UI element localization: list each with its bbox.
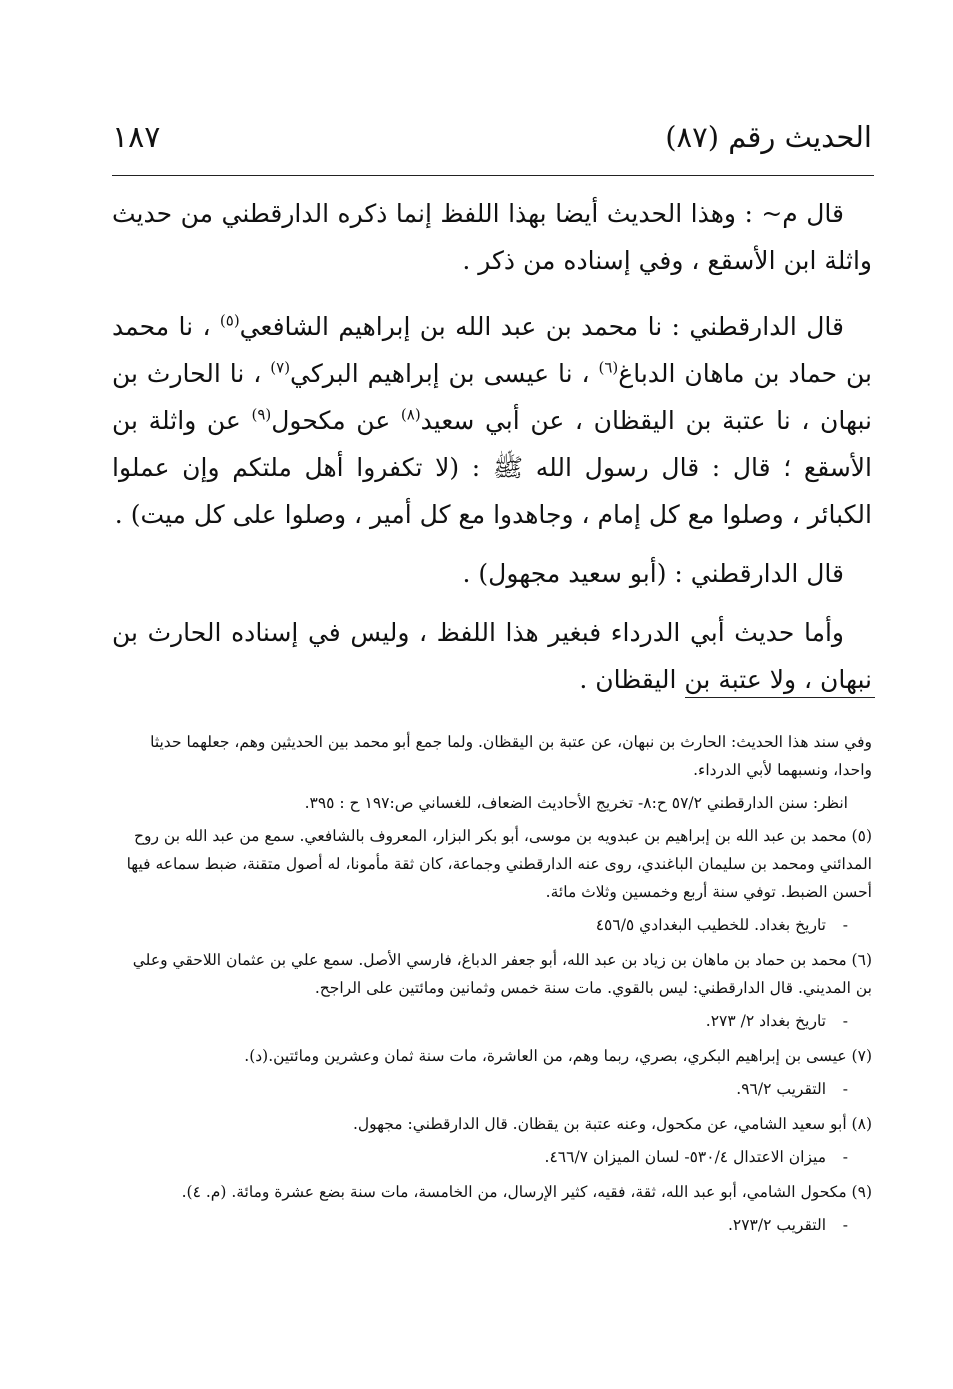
page-number: ١٨٧ xyxy=(112,119,161,155)
footnote-intro: وفي سند هذا الحديث: الحارث بن نبهان، عن عتبة بن اليقظان. ولما جمع أبو محمد بين الحديثين وهم، جعلهما حديثا واحدا، ونسبهما لأبي الدرداء. xyxy=(150,733,872,779)
source-text: التقريب ٢٧٣/٢. xyxy=(727,1216,826,1234)
footnote-separator xyxy=(685,697,875,698)
header-rule xyxy=(112,175,874,176)
footnote-reference: انظر: سنن الدارقطني ٥٧/٢ ح:٨- تخريج الأحاديث الضعاف، للغساني ص:١٩٧ ح : ٣٩٥. xyxy=(304,794,848,812)
source-text: تاريخ بغداد. للخطيب البغدادي ٤٥٦/٥ xyxy=(595,916,826,934)
source-text: ميزان الاعتدال ٥٣٠/٤- لسان الميزان ٤٦٦/٧. xyxy=(544,1148,826,1166)
chapter-title: الحديث رقم (٨٧) xyxy=(665,120,872,154)
isnad-text: قال الدارقطني : نا محمد بن عبد الله بن إبراهيم الشافعي xyxy=(239,312,844,341)
source-text: التقريب ٩٦/٢. xyxy=(736,1080,826,1098)
footnote-6 xyxy=(112,946,872,1035)
dash-marker: - xyxy=(842,1080,848,1098)
paragraph-4: وأما حديث أبي الدرداء فبغير هذا اللفظ ، وليس في إسناده الحارث بن نبهان ، ولا عتبة بن اليقظان . xyxy=(112,618,872,694)
hadith-text: عن واثلة بن الأسقع ؛ قال : قال رسول الله ﷺ : (لا تكفروا أهل ملتكم وإن عملوا الكبائر ، وصلوا مع كل إمام ، وجاهدوا مع كل أمير ، وصلوا على كل ميت) . xyxy=(112,406,872,529)
paragraph-1: قال م~ : وهذا الحديث أيضا بهذا اللفظ إنما ذكره الدارقطني من حديث واثلة ابن الأسقع ، وفي إسناده من ذكر . xyxy=(112,199,872,275)
footnote-source xyxy=(112,1143,872,1171)
footnote-ref-8[interactable]: (٨) xyxy=(400,405,421,424)
footnote-source xyxy=(112,911,872,939)
footnote-5 xyxy=(112,822,872,939)
footnote-ref-9[interactable]: (٩) xyxy=(251,405,272,424)
footnote-ref-6[interactable]: (٦) xyxy=(598,358,619,377)
footnote-text: (٩) مكحول الشامي، أبو عبد الله، ثقة، فقيه، كثير الإرسال، من الخامسة، مات سنة بضع عشرة ومائة. (م. ٤). xyxy=(181,1183,872,1201)
footnote-source xyxy=(112,1075,872,1103)
source-text: تاريخ بغداد ٢/ ٢٧٣. xyxy=(705,1012,826,1030)
footnote-text: (٥) محمد بن عبد الله بن إبراهيم بن عبدويه بن موسى، أبو بكر البزار، المعروف بالشافعي. سمع من عبد الله بن روح المدائني ومحمد بن سليمان الباغندي، روى عنه الدارقطني وجماعة، كان ثقة مأمونا، له أصول متقنة، ضبط سماعه فيها أحسن الضبط. توفي سنة أربع وخمسين وثلاث مائة. xyxy=(126,827,872,901)
paragraph-3: قال الدارقطني : (أبو سعيد مجهول) . xyxy=(462,559,844,588)
isnad-text: ، نا عيسى بن إبراهيم البركي xyxy=(290,359,599,388)
dash-marker: - xyxy=(842,1216,848,1234)
footnote-7 xyxy=(112,1042,872,1103)
isnad-text: ، نا الحارث بن نبهان ، نا عتبة بن اليقظان ، عن أبي سعيد xyxy=(112,359,873,435)
footnote-source xyxy=(112,1007,872,1035)
footnote-ref-7[interactable]: (٧) xyxy=(270,358,291,377)
footnote-8 xyxy=(112,1110,872,1171)
footnote-text: (٦) محمد بن حماد بن ماهان بن زياد بن عبد الله، أبو جعفر الدباغ، فارسي الأصل. سمع علي بن عثمان اللاحقي وعلي بن المديني. قال الدارقطني: ليس بالقوي. مات سنة خمس وثمانين ومائتين على الراجح. xyxy=(132,951,872,997)
footnote-text: (٧) عيسى بن إبراهيم البكري، بصري، ربما وهم، من العاشرة، مات سنة ثمان وعشرين ومائتين.(د). xyxy=(244,1047,872,1065)
dash-marker: - xyxy=(842,1148,848,1166)
isnad-text: ، نا محمد بن حماد بن ماهان الدباغ xyxy=(112,312,872,388)
footnote-text: (٨) أبو سعيد الشامي، عن مكحول، وعنه عتبة بن يقظان. قال الدارقطني: مجهول. xyxy=(352,1115,872,1133)
footnote-9 xyxy=(112,1178,872,1239)
paragraph-2 xyxy=(112,303,872,538)
dash-marker: - xyxy=(842,916,848,934)
footnote-ref-5[interactable]: (٥) xyxy=(219,311,240,330)
footnotes xyxy=(112,728,872,1246)
footnote-source xyxy=(112,1211,872,1239)
main-text xyxy=(112,190,872,722)
page-header xyxy=(112,112,872,162)
isnad-text: عن مكحول xyxy=(271,406,401,435)
dash-marker: - xyxy=(842,1012,848,1030)
